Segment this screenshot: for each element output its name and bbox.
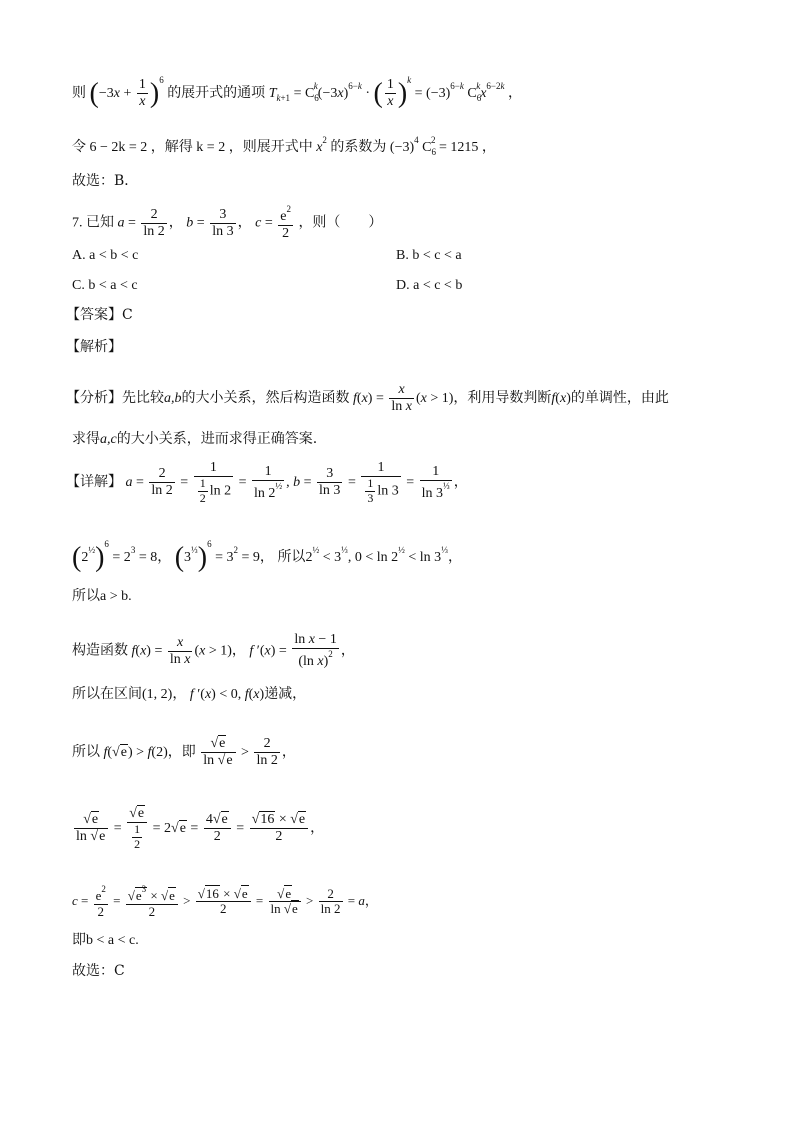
text: 的大小关系，进而求得正确答案. <box>116 431 318 447</box>
equation: 6 − 2k = 2 <box>89 140 148 155</box>
text: ， <box>508 86 522 101</box>
answer-value: C <box>122 307 133 323</box>
equation: k = 2 <box>196 140 226 155</box>
answer-line <box>66 308 133 322</box>
text: ，即 <box>167 744 196 760</box>
text: ，解得 <box>150 140 193 155</box>
text: 构造函数 <box>72 643 128 659</box>
question-7: 7. 已知 a = $\frac{2}{\ln 2}$ ， b = $\frac{3}{\ln 3}$ ， c = $\frac{e^2}{2}$ ，则（ ） <box>72 204 383 242</box>
variables: a,c <box>100 432 117 447</box>
text: 求得 <box>72 431 100 447</box>
interval-line: 所以在区间(1, 2)， f ′(x) < 0, f(x)递减， <box>72 687 307 702</box>
variable: x <box>316 140 323 155</box>
text: 的展开式的通项 <box>167 86 266 101</box>
c-line: c = $\frac{e^2}{2}$ = $\frac{√e^3 \times √e}{2}$ > $\frac{√16 \times √e}{2}$ = $\frac{√e}{\ln √e}$ > $\frac{2}{\ln 2}$ = a， <box>72 884 378 919</box>
fenxi-line: 【分析】先比较a,b的大小关系，然后构造函数 f(x) = $\frac{x}{\text{ln x}}$ (x > 1)，利用导数判断f(x)的单调性，由此 <box>66 382 669 415</box>
analysis-label: 【解析】 <box>66 339 122 355</box>
answer-label: 【答案】 <box>66 307 122 323</box>
question-stem: 7. 已知 <box>72 215 114 231</box>
construct-line: 构造函数 f(x) = $\frac{x}{\text{ln x}}$ (x > 1)， f ′(x) = $\frac{\text{ln x − 1}}{(\ln x)^2}$ ， <box>72 632 355 670</box>
detail-line-2: $(2^{\frac{1}{2}})^6 = 2^3 = 8$， $(3^{\frac{1}{3}})^6 = 3^2 = 9$， 所以$2^{\frac{1}{2}} < 3^{\frac{1}{3}}$, $0 < \ln 2^{\frac{1}{2}} < \ln 3^{\frac{1}{3}}$， <box>72 539 462 573</box>
text: 所以在区间 <box>72 687 142 702</box>
expansion-term-line: 则 (−3x + $\frac{1}{x}$ )$^6$ 的展开式的通项 $T_{k+1} = C_6^k(-3x)^{6-k}$ · ( $\frac{1}{x}$ )$^k = (-3)^{6-k}$ $C_6^kx^{6-2k}$ ， <box>72 75 522 110</box>
a-greater-b: 所以a > b. <box>72 589 132 604</box>
variables: a,b <box>164 390 182 406</box>
text: 所以 <box>277 550 306 565</box>
conclusion-line: 即b < a < c. <box>72 933 139 948</box>
text: 先比较 <box>122 390 164 406</box>
solve-k-line: 令 6 − 2k = 2 ，解得 k = 2 ，则展开式中 $x^2$ 的系数为 $(-3)^4$ $C_6^2 = 1215$ ， <box>72 135 496 157</box>
option-d: D. a < c < b <box>396 278 463 293</box>
text: 的系数为 <box>330 140 387 155</box>
text: 递减， <box>264 687 307 702</box>
fenxi-line-2 <box>72 432 317 447</box>
so-line: 所以 f(√e) > f(2)，即 $\frac{√e}{\ln √e}$ > $\frac{2}{\ln 2}$ ， <box>72 736 296 769</box>
option-c: C. b < a < c <box>72 278 138 293</box>
text: 的大小关系，然后构造函数 <box>181 390 350 406</box>
option-a: A. a < b < c <box>72 248 139 263</box>
choose-b-line: 故选：B． <box>72 173 139 189</box>
compute-line: $\frac{√e}{\ln √e}$ = $\frac{√e}{\frac{1}{2}}$ = 2√e = $\frac{4√e}{2}$ = $\frac{√16 \times √e}{2}$ ， <box>76 806 325 851</box>
text: 所以 <box>72 744 100 760</box>
fenxi-label: 【分析】 <box>66 390 122 406</box>
question-stem: ，则（ ） <box>298 215 383 231</box>
equation: = 1215 <box>439 140 479 155</box>
text: 令 <box>72 140 86 155</box>
final-answer: 故选：C <box>72 963 125 979</box>
option-b: B. b < c < a <box>396 248 462 263</box>
text: 的单调性，由此 <box>570 390 669 406</box>
detail-label: 【详解】 <box>66 475 122 491</box>
text: ，利用导数判断 <box>453 390 552 406</box>
text: 则 <box>72 86 86 101</box>
text: ， <box>481 140 496 155</box>
detail-line-1: 【详解】 a = $\frac{2}{\ln 2}$ = 1 $\frac{1}{2}$ ln 2 = $\frac{1}{\ln 2^{\frac{1}{2}}}$ , b = $\frac{3}{\ln 3}$ = 1 $\frac{1}{3}$ ln 3 = $\frac{1}{\ln 3^{\frac{1}{3}}}$ ， <box>66 460 468 505</box>
text: ，则展开式中 <box>228 140 313 155</box>
